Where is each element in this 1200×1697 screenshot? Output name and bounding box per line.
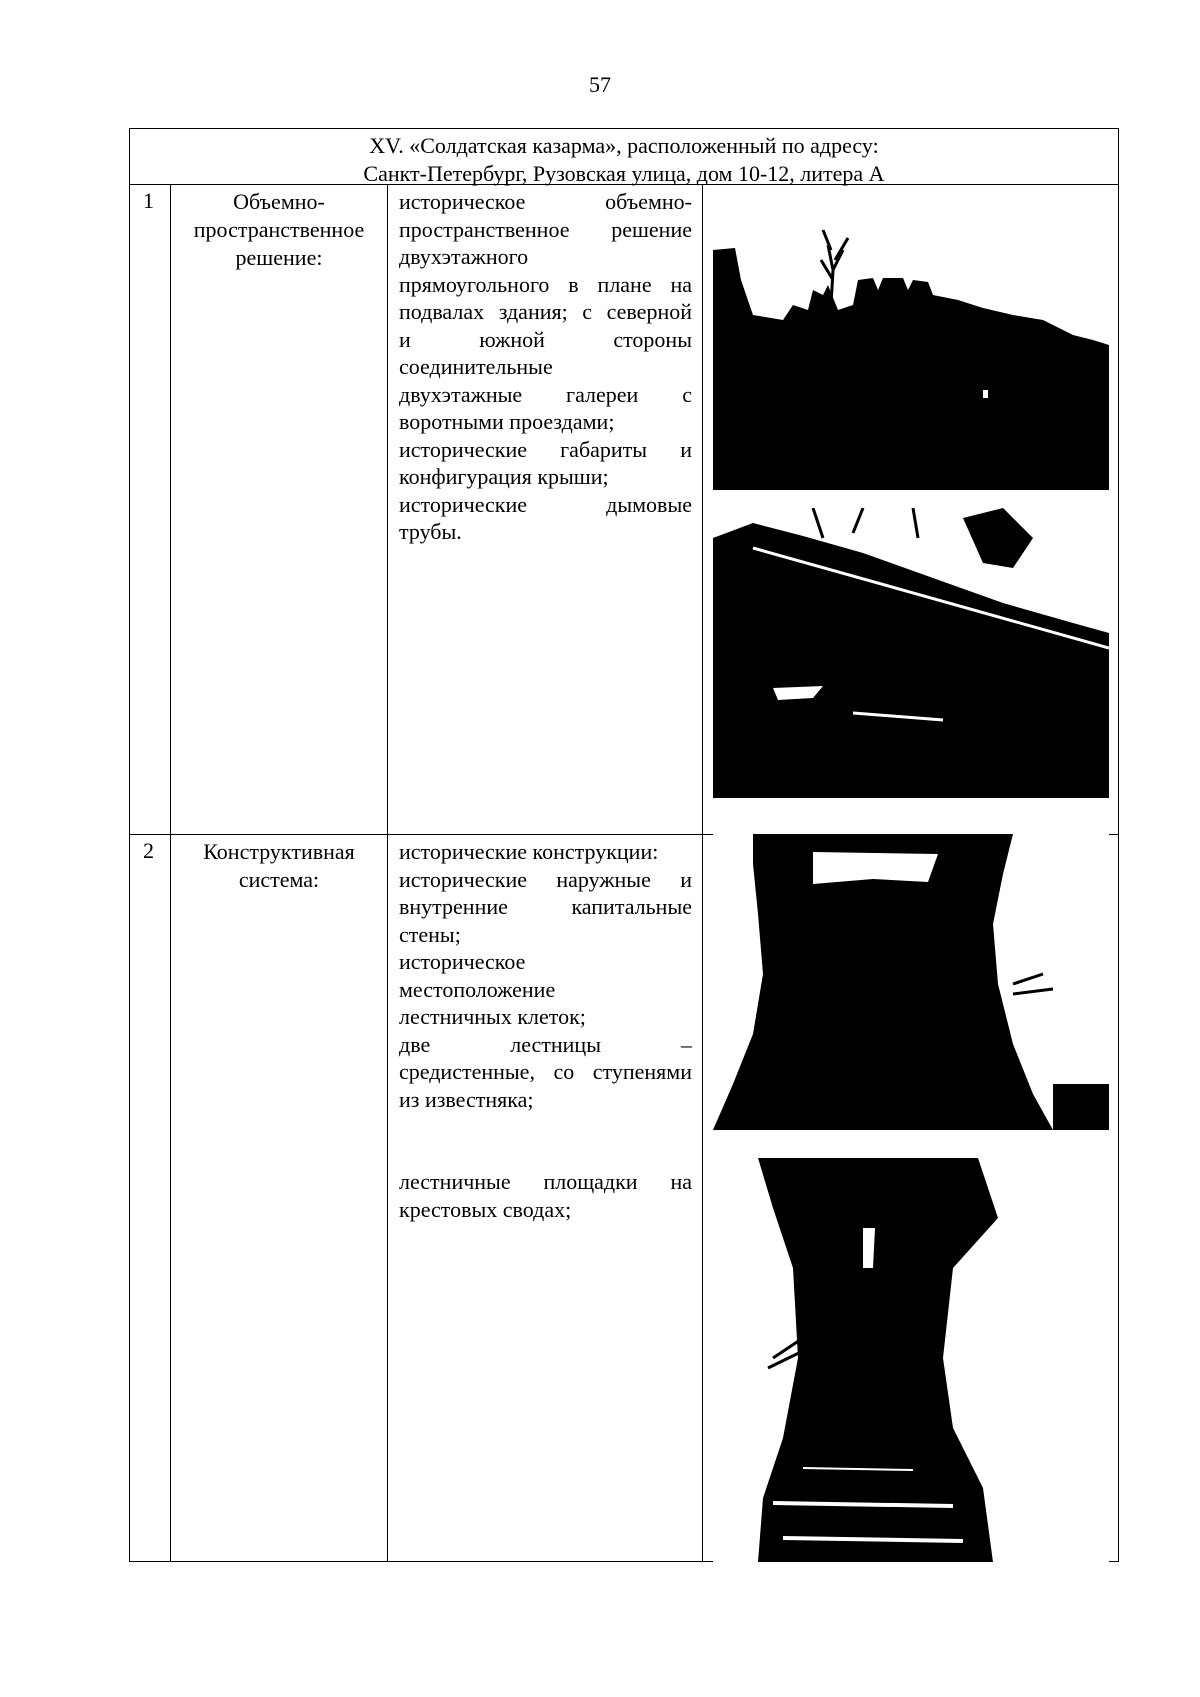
- row-description-continued: [399, 1168, 692, 1223]
- description-line: лестничные площадки на: [399, 1169, 692, 1194]
- label-line: Конструктивная: [203, 839, 355, 864]
- description-line: исторические габариты и: [399, 436, 692, 462]
- section-title-line2: Санкт-Петербург, Рузовская улица, дом 10-12, литера А: [363, 161, 885, 186]
- description-line: и южной стороны: [399, 326, 692, 352]
- description-line: стены;: [399, 921, 461, 947]
- description-line: две лестницы –: [399, 1031, 692, 1057]
- label-line: система:: [238, 867, 320, 892]
- stairwell-photo: [713, 1158, 1109, 1562]
- section-title-line1: XV. «Солдатская казарма», расположенный по адресу:: [369, 133, 879, 158]
- section-title: [129, 128, 1119, 188]
- description-line: историческое объемно-: [399, 189, 692, 214]
- description-line: пространственное решение: [399, 216, 692, 242]
- description-line: конфигурация крыши;: [399, 464, 609, 489]
- description-line: из известняка;: [399, 1086, 534, 1112]
- label-line: Объемно-: [233, 189, 325, 214]
- description-line: лестничных клеток;: [399, 1004, 586, 1029]
- description-line: соединительные: [399, 354, 553, 379]
- description-line: трубы.: [399, 519, 462, 544]
- description-line: подвалах здания; с северной: [399, 299, 692, 324]
- label-line: пространственное: [193, 217, 365, 242]
- stair-vault-photo: [713, 834, 1109, 1130]
- description-line: историческое: [399, 949, 526, 974]
- description-line: двухэтажные галереи с: [399, 381, 692, 407]
- row-number: 1: [143, 188, 154, 213]
- roof-chimneys-photo: [713, 220, 1109, 490]
- description-line: внутренние капитальные: [399, 894, 692, 919]
- description-line: местоположение: [399, 976, 556, 1002]
- description-line: крестовых сводах;: [399, 1196, 572, 1222]
- row-number: 2: [143, 838, 154, 863]
- heritage-table: [129, 128, 1119, 1562]
- row-label: [171, 838, 387, 894]
- description-line: воротными проездами;: [399, 409, 615, 434]
- row-label: [171, 188, 387, 272]
- description-line: средистенные, со ступенями: [399, 1059, 692, 1084]
- facade-cornice-photo: [713, 508, 1109, 798]
- description-line: исторические дымовые: [399, 491, 692, 517]
- description-line: исторические конструкции:: [399, 839, 659, 864]
- label-line: решение:: [235, 245, 323, 270]
- description-line: прямоугольного в плане на: [399, 271, 692, 297]
- row-description: [399, 188, 692, 546]
- page-number: 57: [589, 72, 611, 97]
- description-line: исторические наружные и: [399, 866, 692, 892]
- row-description: [399, 838, 692, 1113]
- description-line: двухэтажного: [399, 244, 529, 269]
